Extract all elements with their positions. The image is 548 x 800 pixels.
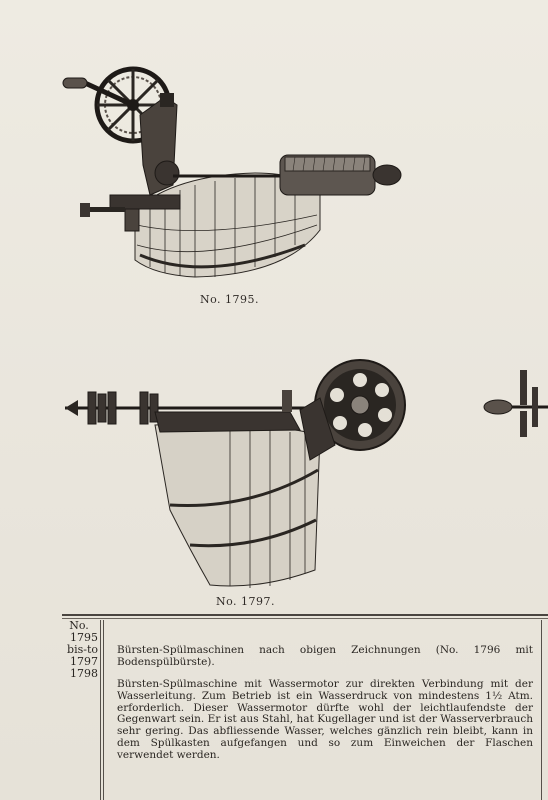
range-bis: bis-to	[67, 643, 98, 656]
item-number-column	[60, 620, 98, 680]
item-1798: 1798	[70, 667, 98, 680]
range-start: 1795	[70, 631, 98, 644]
entry-1798: Bürsten-Spülmaschine mit Wassermotor zur direkten Verbindung mit der Wasserleitung. Zum Betrieb ist ein Wasserdruck von mindestens 1½ Atm. erforderlich. Dieser Wassermotor dürfte wohl der leichtlaufendste der Gegenwart sein. Er ist aus Stahl, hat Kugellager und ist der Wasserverbrauch sehr gering. Das abfliessende Wasser, welches gänzlich rein bleibt, kann in dem Spülkasten aufgefangen und so zum Einweichen der Flaschen verwendet werden.	[117, 678, 533, 761]
figure-caption-1797: No. 1797.	[216, 595, 276, 608]
figure-caption-1795: No. 1795.	[200, 293, 260, 306]
header-no: No.	[69, 619, 89, 632]
partial-brush-illustration	[480, 365, 548, 440]
machine-1795-illustration	[55, 45, 415, 290]
column-divider	[100, 620, 101, 800]
machine-1797-illustration	[60, 350, 440, 590]
right-border	[541, 620, 542, 800]
table-top-rule	[62, 614, 548, 616]
entry-1795-1797: Bürsten-Spülmaschinen nach obigen Zeichnungen (No. 1796 mit Bodenspülbürste).	[117, 644, 533, 668]
range-end: 1797	[70, 655, 98, 668]
column-divider-double	[103, 620, 104, 800]
table-top-rule-thin	[62, 618, 548, 619]
